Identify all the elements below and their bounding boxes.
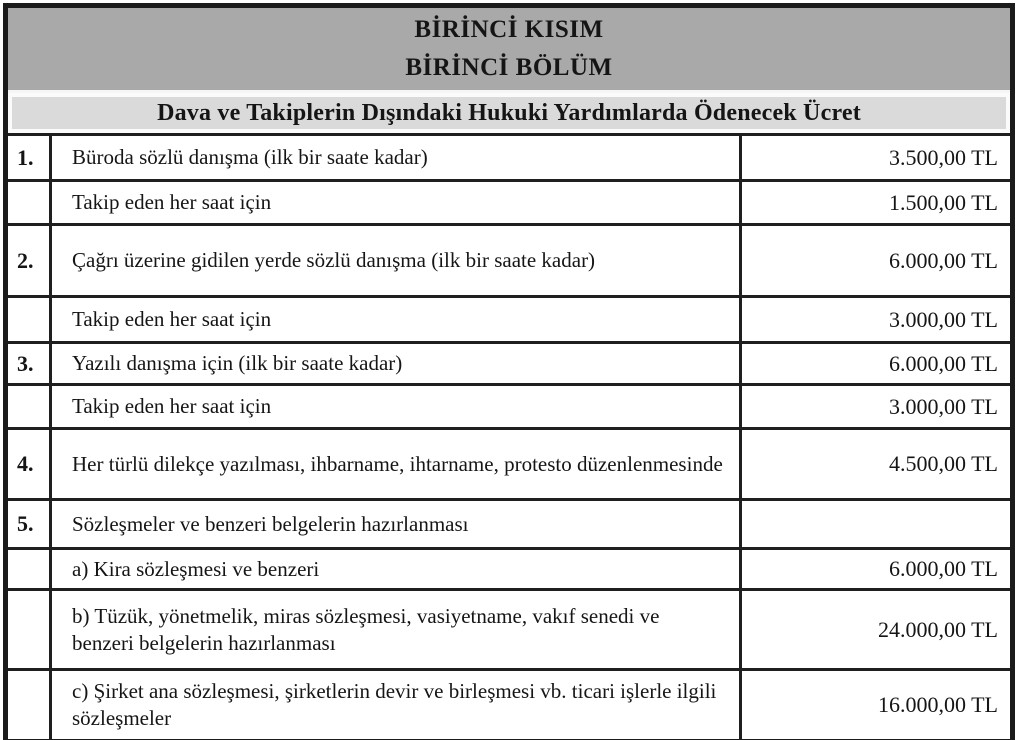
table-row xyxy=(6,225,1013,297)
row-number xyxy=(6,297,51,343)
row-description: Takip eden her saat için xyxy=(51,385,741,429)
row-number xyxy=(6,181,51,225)
row-amount: 6.000,00 TL xyxy=(740,343,1012,385)
row-amount: 3.000,00 TL xyxy=(740,297,1012,343)
fee-tariff-table xyxy=(3,3,1015,740)
table-row xyxy=(6,429,1013,500)
section-header-cell xyxy=(6,6,1013,92)
row-description: Takip eden her saat için xyxy=(51,181,741,225)
row-amount: 1.500,00 TL xyxy=(740,181,1012,225)
table-row xyxy=(6,181,1013,225)
table-row xyxy=(6,135,1013,181)
row-description: Takip eden her saat için xyxy=(51,297,741,343)
table-subtitle: Dava ve Takiplerin Dışındaki Hukuki Yardımlarda Ödenecek Ücret xyxy=(6,92,1013,135)
row-number xyxy=(6,670,51,740)
table-row xyxy=(6,500,1013,549)
row-amount: 3.000,00 TL xyxy=(740,385,1012,429)
table-row xyxy=(6,590,1013,670)
row-number xyxy=(6,385,51,429)
row-description: Yazılı danışma için (ilk bir saate kadar) xyxy=(51,343,741,385)
row-number xyxy=(6,549,51,590)
row-number: 2. xyxy=(6,225,51,297)
row-number: 1. xyxy=(6,135,51,181)
row-description: c) Şirket ana sözleşmesi, şirketlerin devir ve birleşmesi vb. ticari işlerle ilgili sözleşmeler xyxy=(51,670,741,740)
row-number: 3. xyxy=(6,343,51,385)
row-amount: 6.000,00 TL xyxy=(740,549,1012,590)
section-title-line1: BİRİNCİ KISIM xyxy=(414,16,604,43)
row-description: Büroda sözlü danışma (ilk bir saate kadar) xyxy=(51,135,741,181)
table-row xyxy=(6,549,1013,590)
row-amount: 24.000,00 TL xyxy=(740,590,1012,670)
table-row xyxy=(6,343,1013,385)
section-header-row xyxy=(6,6,1013,92)
row-number: 4. xyxy=(6,429,51,500)
row-amount xyxy=(740,500,1012,549)
row-number: 5. xyxy=(6,500,51,549)
table-subtitle-row xyxy=(6,92,1013,135)
row-description: Çağrı üzerine gidilen yerde sözlü danışma (ilk bir saate kadar) xyxy=(51,225,741,297)
row-description: Her türlü dilekçe yazılması, ihbarname, ihtarname, protesto düzenlenmesinde xyxy=(51,429,741,500)
row-description: Sözleşmeler ve benzeri belgelerin hazırlanması xyxy=(51,500,741,549)
table-row xyxy=(6,670,1013,740)
row-description: b) Tüzük, yönetmelik, miras sözleşmesi, vasiyetname, vakıf senedi ve benzeri belgelerin hazırlanması xyxy=(51,590,741,670)
row-number xyxy=(6,590,51,670)
table-row xyxy=(6,297,1013,343)
row-description: a) Kira sözleşmesi ve benzeri xyxy=(51,549,741,590)
row-amount: 6.000,00 TL xyxy=(740,225,1012,297)
section-title-line2: BİRİNCİ BÖLÜM xyxy=(405,54,613,81)
table-row xyxy=(6,385,1013,429)
row-amount: 4.500,00 TL xyxy=(740,429,1012,500)
row-amount: 16.000,00 TL xyxy=(740,670,1012,740)
row-amount: 3.500,00 TL xyxy=(740,135,1012,181)
